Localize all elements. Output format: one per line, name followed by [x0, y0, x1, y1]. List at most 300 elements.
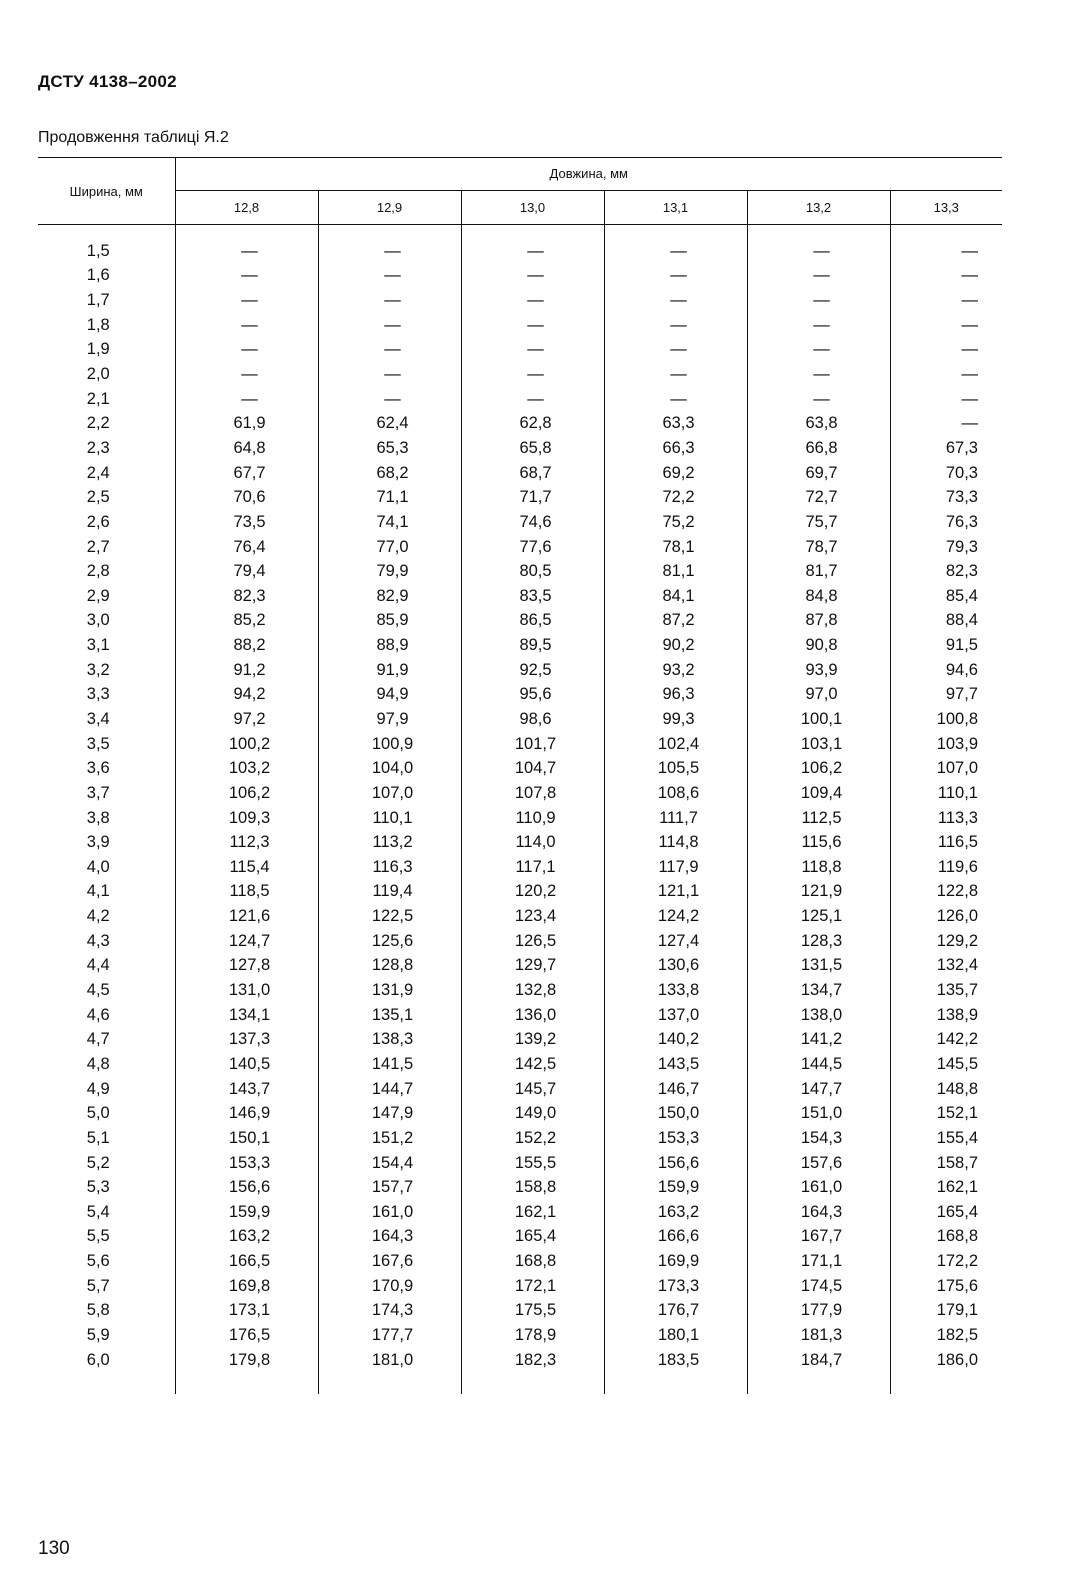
value-cell: —: [604, 288, 747, 313]
value-cell: 132,8: [461, 978, 604, 1003]
width-cell: 5,2: [38, 1151, 175, 1176]
value-cell: 93,2: [604, 658, 747, 683]
value-cell: 89,5: [461, 633, 604, 658]
value-cell: 140,2: [604, 1028, 747, 1053]
value-cell: 167,6: [318, 1249, 461, 1274]
value-cell: —: [461, 338, 604, 363]
table-row: [38, 461, 1002, 486]
value-cell: 177,9: [747, 1299, 890, 1324]
table-row: [38, 1101, 1002, 1126]
value-cell: 166,5: [175, 1249, 318, 1274]
width-cell: 4,4: [38, 954, 175, 979]
value-cell: 118,5: [175, 880, 318, 905]
value-cell: 115,6: [747, 830, 890, 855]
width-cell: 3,1: [38, 633, 175, 658]
value-cell: —: [175, 338, 318, 363]
value-cell: 183,5: [604, 1348, 747, 1373]
width-cell: 5,6: [38, 1249, 175, 1274]
value-cell: 132,4: [936, 956, 978, 975]
value-cell: 90,2: [604, 633, 747, 658]
value-cell: 159,9: [604, 1175, 747, 1200]
width-cell: 1,8: [38, 313, 175, 338]
value-cell: 147,9: [318, 1101, 461, 1126]
value-cell: 182,3: [461, 1348, 604, 1373]
width-cell: 3,7: [38, 781, 175, 806]
value-cell: 154,3: [747, 1126, 890, 1151]
value-cell: 129,2: [936, 931, 978, 950]
value-cell: 92,5: [461, 658, 604, 683]
value-cell: 127,4: [604, 929, 747, 954]
value-cell: 125,6: [318, 929, 461, 954]
value-cell: 103,2: [175, 756, 318, 781]
value-cell: 169,9: [604, 1249, 747, 1274]
value-cell: 135,1: [318, 1003, 461, 1028]
value-cell: 114,0: [461, 830, 604, 855]
table-row: [38, 1348, 1002, 1373]
value-cell: 76,4: [175, 535, 318, 560]
table-row: [38, 559, 1002, 584]
value-cell: —: [747, 313, 890, 338]
value-cell: 129,7: [461, 954, 604, 979]
value-cell: 87,2: [604, 609, 747, 634]
table-row: [38, 1052, 1002, 1077]
length-column-header: 12,8: [175, 190, 318, 224]
value-cell: 168,8: [936, 1227, 978, 1246]
value-cell: —: [604, 313, 747, 338]
value-cell: 111,7: [604, 806, 747, 831]
table-row: [38, 633, 1002, 658]
value-cell: 82,3: [175, 584, 318, 609]
value-cell: 155,4: [936, 1128, 978, 1147]
table-row: [38, 1151, 1002, 1176]
value-cell: —: [961, 241, 978, 260]
width-cell: 4,9: [38, 1077, 175, 1102]
value-cell: 107,0: [936, 759, 978, 778]
width-cell: 5,4: [38, 1200, 175, 1225]
length-column-header: 13,0: [461, 190, 604, 224]
table-row: [38, 313, 1002, 338]
table-row: [38, 781, 1002, 806]
width-cell: 2,4: [38, 461, 175, 486]
value-cell: 101,7: [461, 732, 604, 757]
value-cell: 122,5: [318, 904, 461, 929]
value-cell: —: [461, 239, 604, 264]
table-row: [38, 288, 1002, 313]
value-cell: 126,0: [936, 907, 978, 926]
value-cell: 126,5: [461, 929, 604, 954]
value-cell: 127,8: [175, 954, 318, 979]
value-cell: 68,2: [318, 461, 461, 486]
table-body: [38, 225, 1002, 1395]
width-cell: 4,2: [38, 904, 175, 929]
value-cell: 165,4: [936, 1202, 978, 1221]
value-cell: 152,1: [936, 1104, 978, 1123]
value-cell: 125,1: [747, 904, 890, 929]
value-cell: —: [318, 313, 461, 338]
value-cell: 100,2: [175, 732, 318, 757]
value-cell: 94,9: [318, 683, 461, 708]
value-cell: —: [175, 239, 318, 264]
value-cell: 141,5: [318, 1052, 461, 1077]
value-cell: 177,7: [318, 1323, 461, 1348]
value-cell: 121,1: [604, 880, 747, 905]
width-cell: 5,9: [38, 1323, 175, 1348]
table-row: [38, 880, 1002, 905]
value-cell: 84,1: [604, 584, 747, 609]
value-cell: 179,8: [175, 1348, 318, 1373]
value-cell: 62,8: [461, 411, 604, 436]
value-cell: 176,5: [175, 1323, 318, 1348]
value-cell: 124,7: [175, 929, 318, 954]
table-row: [38, 1200, 1002, 1225]
table-row: [38, 830, 1002, 855]
table-row: [38, 1077, 1002, 1102]
value-cell: 161,0: [318, 1200, 461, 1225]
value-cell: 142,5: [461, 1052, 604, 1077]
length-column-header: 13,3: [890, 190, 1002, 224]
value-cell: 136,0: [461, 1003, 604, 1028]
value-cell: 117,9: [604, 855, 747, 880]
table-row: [38, 954, 1002, 979]
value-cell: 67,3: [945, 438, 978, 457]
value-cell: 102,4: [604, 732, 747, 757]
value-cell: 107,0: [318, 781, 461, 806]
value-cell: 72,7: [747, 485, 890, 510]
table-row: [38, 485, 1002, 510]
value-cell: 172,2: [936, 1252, 978, 1271]
value-cell: 147,7: [747, 1077, 890, 1102]
value-cell: 156,6: [604, 1151, 747, 1176]
value-cell: 113,3: [937, 808, 978, 827]
value-cell: —: [461, 313, 604, 338]
length-column-header: 12,9: [318, 190, 461, 224]
width-cell: 3,2: [38, 658, 175, 683]
value-cell: 77,6: [461, 535, 604, 560]
value-cell: —: [961, 291, 978, 310]
value-cell: 148,8: [936, 1079, 978, 1098]
value-cell: —: [175, 313, 318, 338]
value-cell: 164,3: [318, 1225, 461, 1250]
value-cell: 167,7: [747, 1225, 890, 1250]
value-cell: 162,1: [461, 1200, 604, 1225]
value-cell: 152,2: [461, 1126, 604, 1151]
value-cell: 62,4: [318, 411, 461, 436]
width-cell: 3,4: [38, 707, 175, 732]
value-cell: 123,4: [461, 904, 604, 929]
value-cell: 79,9: [318, 559, 461, 584]
value-cell: —: [461, 387, 604, 412]
table-row: [38, 929, 1002, 954]
value-cell: 67,7: [175, 461, 318, 486]
value-cell: 119,4: [318, 880, 461, 905]
value-cell: 79,4: [175, 559, 318, 584]
value-cell: 161,0: [747, 1175, 890, 1200]
value-cell: —: [604, 338, 747, 363]
value-cell: 151,0: [747, 1101, 890, 1126]
value-cell: 163,2: [604, 1200, 747, 1225]
value-cell: —: [175, 362, 318, 387]
value-cell: 106,2: [175, 781, 318, 806]
value-cell: 66,3: [604, 436, 747, 461]
table-row: [38, 1175, 1002, 1200]
value-cell: 134,1: [175, 1003, 318, 1028]
value-cell: 169,8: [175, 1274, 318, 1299]
width-cell: 4,3: [38, 929, 175, 954]
table-row: [38, 683, 1002, 708]
value-cell: 75,7: [747, 510, 890, 535]
value-cell: 178,9: [461, 1323, 604, 1348]
value-cell: 144,5: [747, 1052, 890, 1077]
value-cell: 128,8: [318, 954, 461, 979]
value-cell: 97,0: [747, 683, 890, 708]
value-cell: 157,7: [318, 1175, 461, 1200]
value-cell: 115,4: [175, 855, 318, 880]
value-cell: 133,8: [604, 978, 747, 1003]
length-column-header: 13,1: [604, 190, 747, 224]
value-cell: 112,3: [175, 830, 318, 855]
value-cell: 142,2: [936, 1030, 978, 1049]
document-title: ДСТУ 4138–2002: [38, 72, 177, 91]
table-row: [38, 264, 1002, 289]
value-cell: 150,1: [175, 1126, 318, 1151]
length-group-header: Довжина, мм: [175, 158, 1002, 191]
value-cell: 71,7: [461, 485, 604, 510]
value-cell: 83,5: [461, 584, 604, 609]
value-cell: —: [604, 362, 747, 387]
value-cell: 143,5: [604, 1052, 747, 1077]
value-cell: 107,8: [461, 781, 604, 806]
value-cell: —: [461, 362, 604, 387]
value-cell: 173,3: [604, 1274, 747, 1299]
value-cell: 146,7: [604, 1077, 747, 1102]
table-row: [38, 338, 1002, 363]
value-cell: 97,9: [318, 707, 461, 732]
value-cell: —: [461, 264, 604, 289]
value-cell: 97,7: [945, 685, 978, 704]
value-cell: 130,6: [604, 954, 747, 979]
dimensions-table: [38, 157, 1002, 1394]
width-cell: 2,6: [38, 510, 175, 535]
table-row: [38, 1126, 1002, 1151]
value-cell: —: [747, 264, 890, 289]
width-cell: 2,3: [38, 436, 175, 461]
length-column-header: 13,2: [747, 190, 890, 224]
value-cell: 94,2: [175, 683, 318, 708]
width-column-header: Ширина, мм: [38, 158, 175, 225]
width-cell: 3,3: [38, 683, 175, 708]
value-cell: —: [747, 338, 890, 363]
value-cell: 100,9: [318, 732, 461, 757]
value-cell: —: [461, 288, 604, 313]
width-cell: 4,8: [38, 1052, 175, 1077]
width-cell: 5,7: [38, 1274, 175, 1299]
value-cell: 164,3: [747, 1200, 890, 1225]
value-cell: 109,3: [175, 806, 318, 831]
value-cell: 159,9: [175, 1200, 318, 1225]
value-cell: 73,3: [945, 488, 978, 507]
value-cell: 176,7: [604, 1299, 747, 1324]
table-row: [38, 362, 1002, 387]
value-cell: 174,5: [747, 1274, 890, 1299]
value-cell: —: [961, 340, 978, 359]
value-cell: 151,2: [318, 1126, 461, 1151]
value-cell: 153,3: [175, 1151, 318, 1176]
value-cell: —: [318, 239, 461, 264]
value-cell: 175,6: [936, 1276, 978, 1295]
value-cell: 119,6: [937, 857, 978, 876]
value-cell: 106,2: [747, 756, 890, 781]
value-cell: 91,5: [945, 636, 978, 655]
value-cell: —: [961, 266, 978, 285]
width-cell: 1,7: [38, 288, 175, 313]
value-cell: 135,7: [936, 981, 978, 1000]
table-row: [38, 584, 1002, 609]
value-cell: —: [175, 264, 318, 289]
width-cell: 3,9: [38, 830, 175, 855]
value-cell: 144,7: [318, 1077, 461, 1102]
value-cell: —: [747, 362, 890, 387]
value-cell: 76,3: [945, 512, 978, 531]
table-row: [38, 609, 1002, 634]
width-cell: 4,1: [38, 880, 175, 905]
table-row: [38, 978, 1002, 1003]
table-row: [38, 904, 1002, 929]
value-cell: 163,2: [175, 1225, 318, 1250]
value-cell: 65,8: [461, 436, 604, 461]
value-cell: 184,7: [747, 1348, 890, 1373]
value-cell: 124,2: [604, 904, 747, 929]
table-row: [38, 1225, 1002, 1250]
value-cell: —: [604, 387, 747, 412]
width-cell: 6,0: [38, 1348, 175, 1373]
width-cell: 5,5: [38, 1225, 175, 1250]
table-row: [38, 411, 1002, 436]
value-cell: —: [318, 362, 461, 387]
value-cell: 103,1: [747, 732, 890, 757]
value-cell: 79,3: [945, 537, 978, 556]
value-cell: 117,1: [461, 855, 604, 880]
value-cell: 91,9: [318, 658, 461, 683]
value-cell: 182,5: [936, 1326, 978, 1344]
value-cell: 181,3: [747, 1323, 890, 1348]
value-cell: 157,6: [747, 1151, 890, 1176]
value-cell: —: [747, 239, 890, 264]
table-row: [38, 756, 1002, 781]
value-cell: 128,3: [747, 929, 890, 954]
width-cell: 3,5: [38, 732, 175, 757]
table-row: [38, 1323, 1002, 1348]
table-row: [38, 732, 1002, 757]
value-cell: 112,5: [747, 806, 890, 831]
value-cell: 96,3: [604, 683, 747, 708]
width-cell: 1,6: [38, 264, 175, 289]
width-cell: 2,7: [38, 535, 175, 560]
value-cell: 81,1: [604, 559, 747, 584]
value-cell: 186,0: [936, 1350, 978, 1369]
value-cell: 65,3: [318, 436, 461, 461]
width-cell: 3,0: [38, 609, 175, 634]
value-cell: 168,8: [461, 1249, 604, 1274]
value-cell: 173,1: [175, 1299, 318, 1324]
value-cell: 105,5: [604, 756, 747, 781]
value-cell: 179,1: [936, 1301, 978, 1320]
value-cell: 108,6: [604, 781, 747, 806]
value-cell: 165,4: [461, 1225, 604, 1250]
value-cell: 155,5: [461, 1151, 604, 1176]
value-cell: 94,6: [945, 660, 978, 679]
value-cell: 71,1: [318, 485, 461, 510]
value-cell: 88,4: [945, 611, 978, 630]
width-cell: 2,9: [38, 584, 175, 609]
value-cell: 86,5: [461, 609, 604, 634]
value-cell: 131,0: [175, 978, 318, 1003]
value-cell: 180,1: [604, 1323, 747, 1348]
value-cell: 82,9: [318, 584, 461, 609]
table-row: [38, 535, 1002, 560]
value-cell: 149,0: [461, 1101, 604, 1126]
value-cell: —: [318, 387, 461, 412]
value-cell: 166,6: [604, 1225, 747, 1250]
width-cell: 1,9: [38, 338, 175, 363]
spacer-row: [38, 225, 1002, 240]
value-cell: 170,9: [318, 1274, 461, 1299]
value-cell: 137,3: [175, 1028, 318, 1053]
value-cell: 110,1: [937, 783, 978, 802]
table-row: [38, 1249, 1002, 1274]
value-cell: 69,2: [604, 461, 747, 486]
value-cell: 138,9: [936, 1005, 978, 1024]
value-cell: 120,2: [461, 880, 604, 905]
table-row: [38, 436, 1002, 461]
value-cell: 80,5: [461, 559, 604, 584]
value-cell: 77,0: [318, 535, 461, 560]
value-cell: 153,3: [604, 1126, 747, 1151]
value-cell: —: [318, 264, 461, 289]
value-cell: 137,0: [604, 1003, 747, 1028]
width-cell: 2,2: [38, 411, 175, 436]
table-caption: Продовження таблиці Я.2: [38, 129, 229, 146]
value-cell: 121,6: [175, 904, 318, 929]
value-cell: 100,1: [747, 707, 890, 732]
table-row: [38, 806, 1002, 831]
value-cell: 75,2: [604, 510, 747, 535]
value-cell: 87,8: [747, 609, 890, 634]
value-cell: 158,8: [461, 1175, 604, 1200]
value-cell: 85,4: [945, 586, 978, 605]
value-cell: 88,2: [175, 633, 318, 658]
value-cell: 158,7: [936, 1153, 978, 1172]
spacer-row: [38, 1372, 1002, 1394]
table-row: [38, 855, 1002, 880]
width-cell: 3,6: [38, 756, 175, 781]
value-cell: —: [961, 414, 978, 433]
value-cell: 93,9: [747, 658, 890, 683]
value-cell: 63,8: [747, 411, 890, 436]
value-cell: —: [175, 288, 318, 313]
value-cell: 174,3: [318, 1299, 461, 1324]
value-cell: 162,1: [936, 1178, 978, 1197]
table-row: [38, 239, 1002, 264]
value-cell: 156,6: [175, 1175, 318, 1200]
value-cell: 109,4: [747, 781, 890, 806]
value-cell: 116,5: [937, 833, 978, 852]
value-cell: 73,5: [175, 510, 318, 535]
value-cell: 181,0: [318, 1348, 461, 1373]
value-cell: 172,1: [461, 1274, 604, 1299]
value-cell: 110,9: [461, 806, 604, 831]
value-cell: 104,7: [461, 756, 604, 781]
value-cell: 145,5: [936, 1054, 978, 1073]
